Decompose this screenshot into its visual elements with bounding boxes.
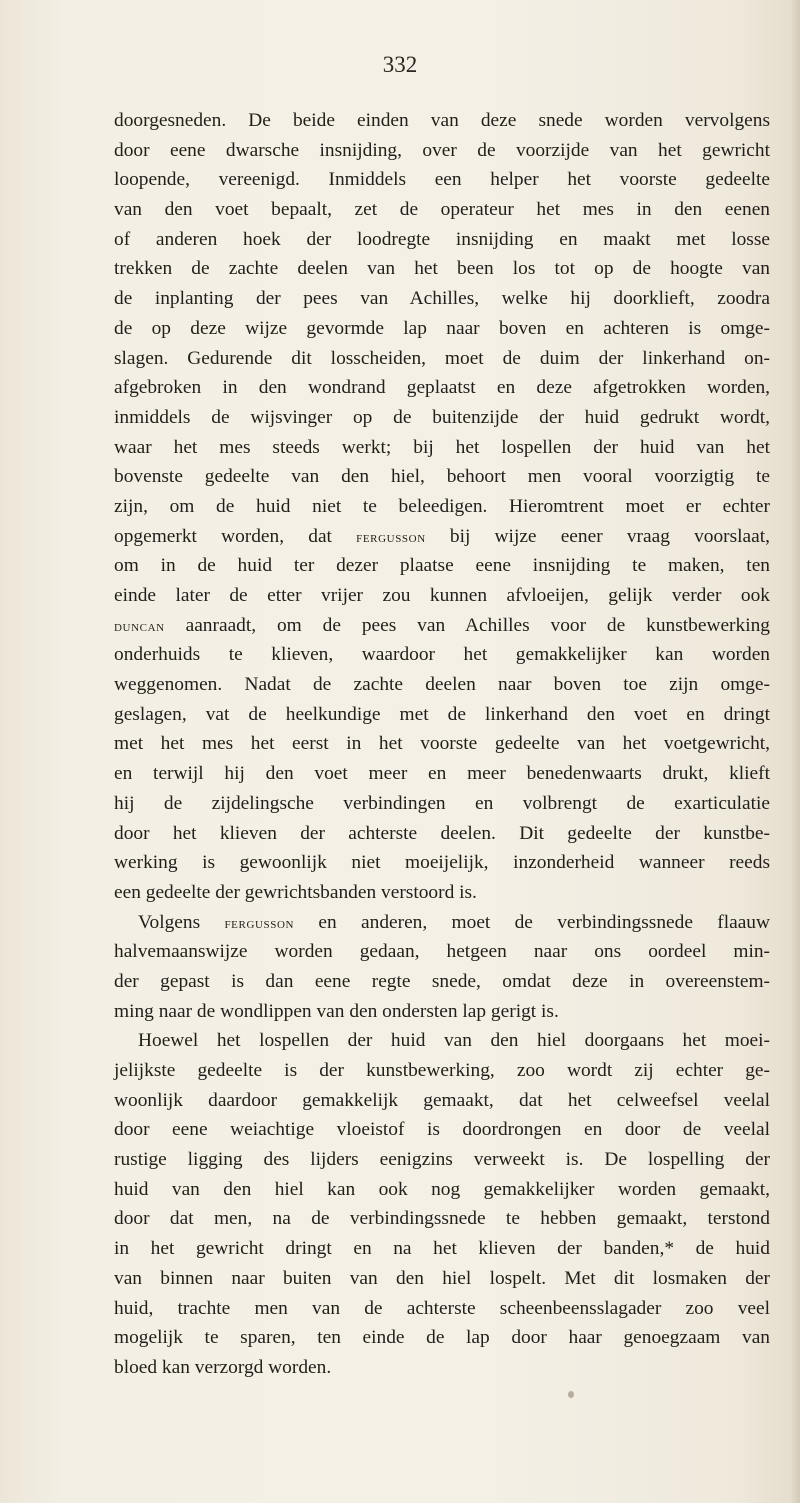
text-line: van binnen naar buiten van den hiel lospelt. Met dit losmaken der: [114, 1267, 770, 1289]
text-line: trekken de zachte deelen van het been los tot op de hoogte van: [114, 258, 770, 280]
text-line: door dat men, na de verbindingssnede te hebben gemaakt, terstond: [114, 1208, 770, 1230]
text-line: einde later de etter vrijer zou kunnen afvloeijen, gelijk verder ook: [114, 585, 770, 606]
text-line: door het klieven der achterste deelen. Dit gedeelte der kunstbe-: [114, 822, 770, 844]
text-line: woonlijk daardoor gemakkelijk gemaakt, dat het celweefsel veelal: [114, 1089, 770, 1111]
text-line: waar het mes steeds werkt; bij het lospellen der huid van het: [114, 436, 770, 458]
text-line: weggenomen. Nadat de zachte deelen naar boven toe zijn omge-: [114, 674, 770, 696]
page-edge-shadow: [790, 0, 800, 1503]
author-name: fergusson: [356, 529, 426, 546]
page-number: 332: [382, 52, 418, 77]
text-line: [114, 611, 770, 641]
text-line: zijn, om de huid niet te beleedigen. Hieromtrent moet er echter: [114, 495, 770, 517]
text-line: loopende, vereenigd. Inmiddels een helper het voorste gedeelte: [114, 169, 770, 191]
text-line: door eene weiachtige vloeistof is doordrongen en door de veelal: [114, 1119, 770, 1141]
text-line: door eene dwarsche insnijding, over de voorzijde van het gewricht: [114, 139, 770, 161]
text-line: hij de zijdelingsche verbindingen en volbrengt de exarticulatie: [114, 792, 770, 814]
text-line: huid van den hiel kan ook nog gemakkelijker worden gemaakt,: [114, 1178, 770, 1200]
text-line: bloed kan verzorgd worden.: [114, 1356, 332, 1378]
text-line: jelijkste gedeelte is der kunstbewerking, zoo wordt zij echter ge-: [114, 1060, 770, 1081]
text-line: rustige ligging des lijders eenigzins verweekt is. De lospelling der: [114, 1149, 770, 1171]
text-line: een gedeelte der gewrichtsbanden verstoord is.: [114, 881, 477, 903]
text-line: afgebroken in den wondrand geplaatst en deze afgetrokken worden,: [114, 377, 770, 399]
text-segment: Volgens: [138, 911, 225, 933]
text-line: onderhuids te klieven, waardoor het gemakkelijker kan worden: [114, 644, 770, 666]
text-segment: en anderen, moet de verbindingssnede flaauw: [294, 911, 770, 933]
text-line: of anderen hoek der loodregte insnijding en maakt met losse: [114, 228, 770, 250]
text-line: bovenste gedeelte van den hiel, behoort men vooral voorzigtig te: [114, 466, 770, 488]
paper-blemish: [568, 1391, 574, 1398]
text-line: [114, 522, 770, 552]
text-segment: opgemerkt worden, dat: [114, 525, 357, 547]
text-line: slagen. Gedurende dit losscheiden, moet de duim der linkerhand on-: [114, 347, 770, 369]
text-line: geslagen, vat de heelkundige met de linkerhand den voet en dringt: [114, 703, 770, 725]
text-line: de inplanting der pees van Achilles, welke hij doorklieft, zoodra: [114, 288, 770, 310]
body-text: [114, 106, 770, 1383]
text-line: en terwijl hij den voet meer en meer benedenwaarts drukt, klieft: [114, 763, 770, 785]
text-segment: aanraadt, om de pees van Achilles voor de kunstbewerking: [164, 614, 770, 636]
text-line: [114, 908, 770, 938]
text-line: van den voet bepaalt, zet de operateur het mes in den eenen: [114, 199, 770, 221]
text-line: met het mes het eerst in het voorste gedeelte van het voetgewricht,: [114, 733, 770, 755]
text-line: halvemaanswijze worden gedaan, hetgeen naar ons oordeel min-: [114, 941, 770, 963]
text-line: inmiddels de wijsvinger op de buitenzijde der huid gedrukt wordt,: [114, 406, 770, 428]
text-line: in het gewricht dringt en na het klieven der banden,* de huid: [114, 1238, 770, 1260]
text-line: de op deze wijze gevormde lap naar boven en achteren is omge-: [114, 317, 770, 339]
text-line: Hoewel het lospellen der huid van den hiel doorgaans het moei-: [138, 1030, 770, 1052]
author-name: fergusson: [224, 915, 295, 932]
text-line: ming naar de wondlippen van den ondersten lap gerigt is.: [114, 1000, 559, 1022]
text-line: om in de huid ter dezer plaatse eene insnijding te maken, ten: [114, 555, 770, 577]
text-line: huid, trachte men van de achterste scheenbeensslagader zoo veel: [114, 1297, 770, 1319]
text-line: werking is gewoonlijk niet moeijelijk, inzonderheid wanneer reeds: [114, 852, 770, 874]
author-name: duncan: [114, 618, 165, 635]
text-segment: bij wijze eener vraag voorslaat,: [425, 525, 770, 547]
text-line: der gepast is dan eene regte snede, omdat deze in overeenstem-: [114, 970, 770, 992]
text-line: doorgesneden. De beide einden van deze snede worden vervolgens: [114, 110, 770, 131]
text-line: mogelijk te sparen, ten einde de lap door haar genoegzaam van: [114, 1327, 770, 1349]
